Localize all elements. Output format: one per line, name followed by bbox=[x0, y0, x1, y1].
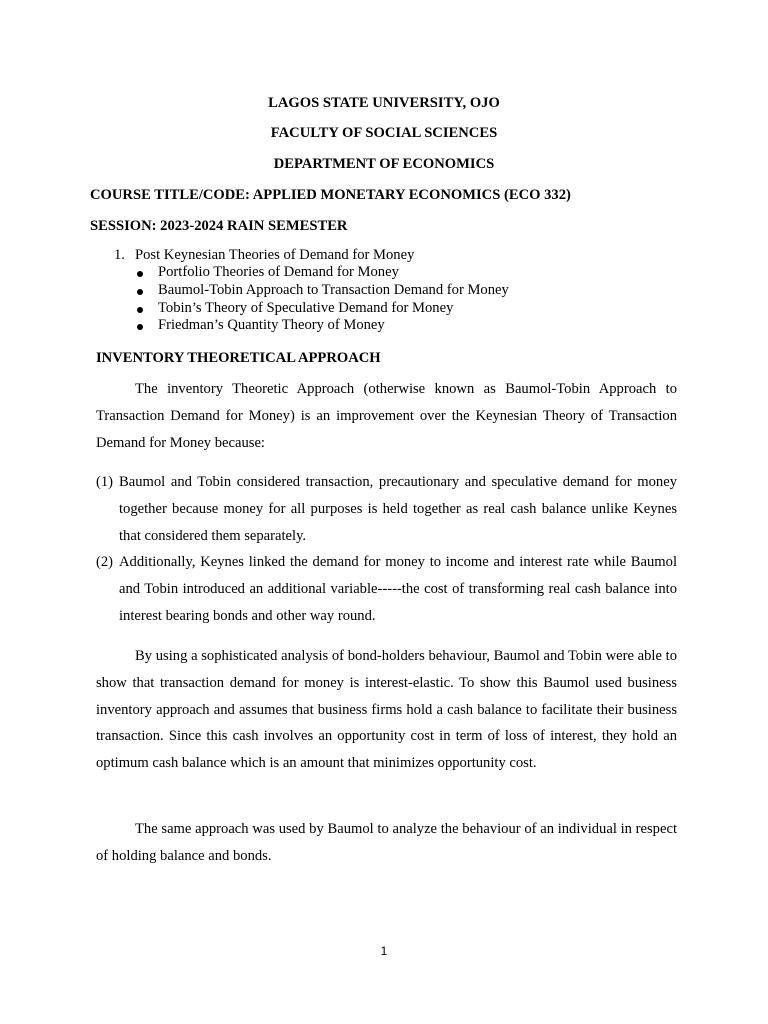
outline-list bbox=[114, 246, 509, 335]
outline-bullets bbox=[135, 264, 509, 335]
reason-item bbox=[96, 549, 677, 629]
course-title: COURSE TITLE/CODE: APPLIED MONETARY ECONOMICS (ECO 332) bbox=[90, 187, 571, 203]
body-paragraph bbox=[96, 816, 677, 870]
reason-marker: (2) bbox=[96, 554, 114, 571]
reason-text: Baumol and Tobin considered transaction, precautionary and speculative demand for money together because money for all purposes is held together as real cash balance unlike Keynes that considered them separately. bbox=[119, 474, 677, 544]
reason-text: Additionally, Keynes linked the demand for money to income and interest rate while Baumol and Tobin introduced an additional variable-----the cost of transforming real cash balance into interest bearing bonds and other way round. bbox=[119, 554, 677, 624]
bullet-text: Baumol-Tobin Approach to Transaction Demand for Money bbox=[158, 281, 509, 298]
outline-title: Post Keynesian Theories of Demand for Money bbox=[135, 247, 415, 263]
bullet-icon bbox=[137, 307, 143, 313]
bullet-text: Friedman’s Quantity Theory of Money bbox=[158, 317, 385, 334]
reasons-list bbox=[96, 469, 677, 630]
bullet-item bbox=[135, 317, 509, 335]
faculty-name: FACULTY OF SOCIAL SCIENCES bbox=[270, 125, 498, 141]
university-name: LAGOS STATE UNIVERSITY, OJO bbox=[268, 95, 500, 111]
bullet-item bbox=[135, 282, 509, 300]
paragraph-text: The same approach was used by Baumol to analyze the behaviour of an individual in respect of holding balance and bonds. bbox=[96, 821, 677, 864]
bullet-icon bbox=[137, 324, 143, 330]
bullet-text: Portfolio Theories of Demand for Money bbox=[158, 264, 399, 280]
outline-item bbox=[114, 246, 509, 335]
section-heading: INVENTORY THEORETICAL APPROACH bbox=[96, 350, 381, 366]
reason-marker: (1) bbox=[96, 474, 114, 490]
outline-number: 1. bbox=[114, 247, 125, 263]
bullet-icon bbox=[137, 289, 143, 295]
paragraph-text: By using a sophisticated analysis of bond-holders behaviour, Baumol and Tobin were able to show that transaction demand for money is interest-elastic. To show this Baumol used business inventory approach and assumes that business firms hold a cash balance to facilitate their business transaction. Since this cash involves an opportunity cost in term of loss of interest, they hold an optimum cash balance which is an amount that minimizes opportunity cost. bbox=[96, 648, 677, 772]
session-line: SESSION: 2023-2024 RAIN SEMESTER bbox=[90, 218, 348, 234]
bullet-item bbox=[135, 300, 509, 318]
body-paragraph bbox=[96, 643, 677, 777]
bullet-text: Tobin’s Theory of Speculative Demand for Money bbox=[158, 299, 454, 316]
page-number: 1 bbox=[380, 944, 388, 958]
reason-item bbox=[96, 469, 677, 549]
bullet-item bbox=[135, 264, 509, 282]
department-name: DEPARTMENT OF ECONOMICS bbox=[273, 156, 495, 172]
bullet-icon bbox=[137, 271, 143, 277]
intro-text: The inventory Theoretic Approach (otherwise known as Baumol-Tobin Approach to Transaction Demand for Money) is an improvement over the Keynesian Theory of Transaction Demand for Money because: bbox=[96, 381, 677, 451]
intro-paragraph bbox=[96, 376, 677, 456]
